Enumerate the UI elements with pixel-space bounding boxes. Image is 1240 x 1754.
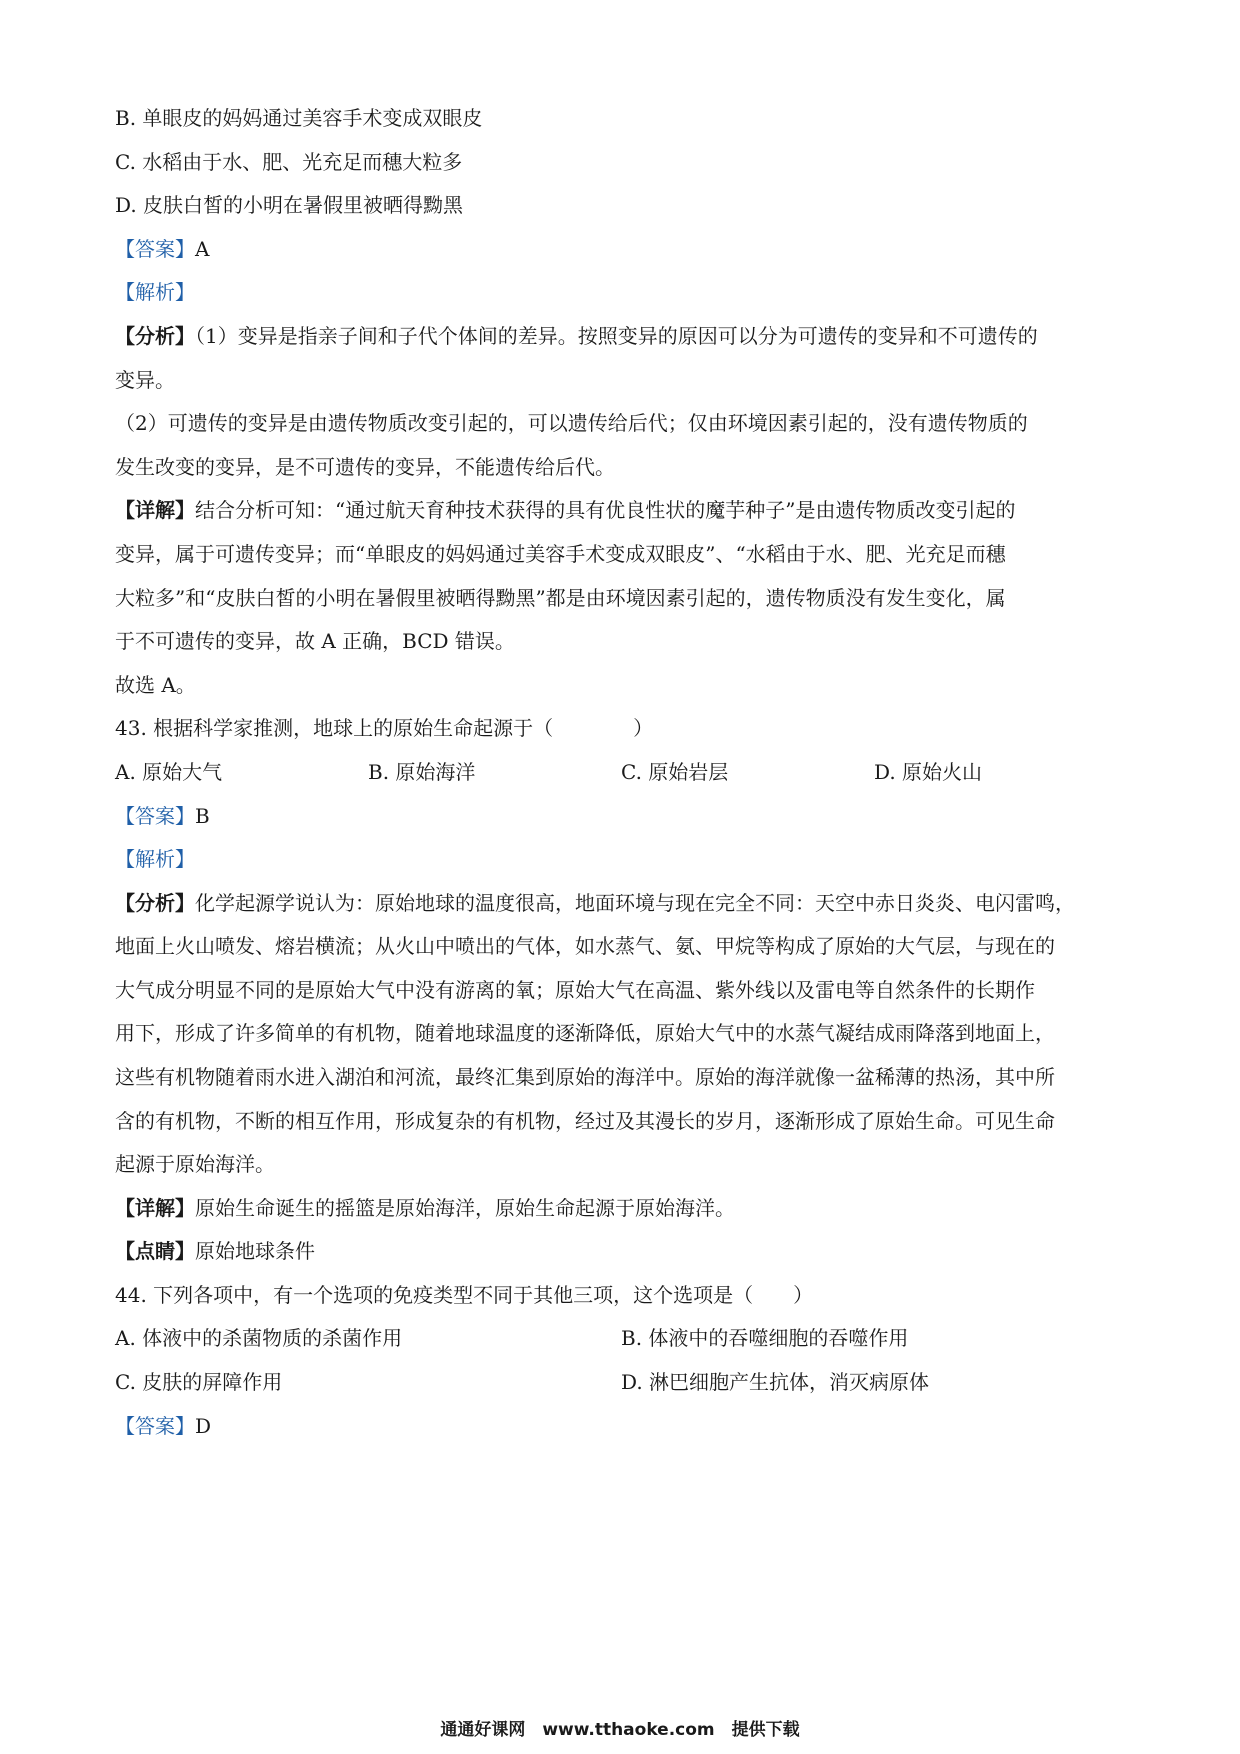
fenxi-text: （1）变异是指亲子间和子代个体间的差异。按照变异的原因可以分为可遗传的变异和不可遗传的 <box>195 324 1038 348</box>
q42-fenxi-line-3: （2）可遗传的变异是由遗传物质改变引起的，可以遗传给后代；仅由环境因素引起的，没有遗传物质的 <box>115 411 1028 435</box>
q43-question: 43. 根据科学家推测，地球上的原始生命起源于（ ） <box>115 716 654 740</box>
q42-fenxi-line-2: 变异。 <box>115 368 175 392</box>
q43-option-c: C. 原始岩层 <box>621 760 729 784</box>
fenxi-text: 化学起源学说认为：原始地球的温度很高，地面环境与现在完全不同：天空中赤日炎炎、电闪雷鸣， <box>195 891 1075 915</box>
answer-label: 【答案】 <box>115 804 195 828</box>
answer-value: B <box>195 804 210 828</box>
q44-answer <box>115 1412 1125 1440</box>
q42-xiangjie-line-4: 于不可遗传的变异，故 A 正确，BCD 错误。 <box>115 629 515 653</box>
analysis-label: 【解析】 <box>115 280 195 304</box>
answer-label: 【答案】 <box>115 237 195 261</box>
q44-question: 44. 下列各项中，有一个选项的免疫类型不同于其他三项，这个选项是（ ） <box>115 1283 814 1307</box>
q42-analysis-heading <box>115 278 1125 306</box>
answer-value: D <box>195 1414 212 1438</box>
q44-option-a: A. 体液中的杀菌物质的杀菌作用 <box>115 1326 403 1350</box>
answer-value: A <box>195 237 210 261</box>
q42-conclusion: 故选 A。 <box>115 673 196 697</box>
q42-xiangjie-line-2: 变异，属于可遗传变异；而“单眼皮的妈妈通过美容手术变成双眼皮”、“水稻由于水、肥、光充足而穗 <box>115 542 1006 566</box>
fenxi-label: 【分析】 <box>115 324 195 348</box>
xiangjie-label: 【详解】 <box>115 498 195 522</box>
q43-option-b: B. 原始海洋 <box>368 760 476 784</box>
q43-dianjing <box>115 1237 1125 1265</box>
q43-xiangjie <box>115 1194 1125 1222</box>
xiangjie-text: 原始生命诞生的摇篮是原始海洋，原始生命起源于原始海洋。 <box>195 1196 735 1220</box>
q42-option-b: B. 单眼皮的妈妈通过美容手术变成双眼皮 <box>115 106 483 130</box>
q42-option-c: C. 水稻由于水、肥、光充足而穗大粒多 <box>115 150 463 174</box>
q42-xiangjie-line-3: 大粒多”和“皮肤白皙的小明在暑假里被晒得黝黑”都是由环境因素引起的，遗传物质没有发生变化，属 <box>115 586 1006 610</box>
xiangjie-text: 结合分析可知：“通过航天育种技术获得的具有优良性状的魔芋种子”是由遗传物质改变引起的 <box>195 498 1016 522</box>
xiangjie-label: 【详解】 <box>115 1196 195 1220</box>
q42-answer <box>115 235 1125 263</box>
q42-fenxi-line-1 <box>115 322 1125 350</box>
analysis-label: 【解析】 <box>115 847 195 871</box>
footer-download-notice: 通通好课网 www.tthaoke.com 提供下载 <box>440 1720 800 1740</box>
q43-fenxi-line-1 <box>115 889 1125 917</box>
q43-fenxi-line-4: 用下，形成了许多简单的有机物，随着地球温度的逐渐降低，原始大气中的水蒸气凝结成雨降落到地面上， <box>115 1021 1055 1045</box>
q42-fenxi-line-4: 发生改变的变异，是不可遗传的变异，不能遗传给后代。 <box>115 455 615 479</box>
q44-option-c: C. 皮肤的屏障作用 <box>115 1370 283 1394</box>
q44-option-d: D. 淋巴细胞产生抗体，消灭病原体 <box>621 1370 930 1394</box>
fenxi-label: 【分析】 <box>115 891 195 915</box>
q43-fenxi-line-7: 起源于原始海洋。 <box>115 1152 275 1176</box>
q43-option-a: A. 原始大气 <box>115 760 223 784</box>
q43-fenxi-line-2: 地面上火山喷发、熔岩横流；从火山中喷出的气体，如水蒸气、氨、甲烷等构成了原始的大气层，与现在的 <box>115 934 1055 958</box>
q43-fenxi-line-5: 这些有机物随着雨水进入湖泊和河流，最终汇集到原始的海洋中。原始的海洋就像一盆稀薄的热汤，其中所 <box>115 1065 1055 1089</box>
q43-answer <box>115 802 1125 830</box>
q43-option-d: D. 原始火山 <box>874 760 983 784</box>
q42-option-d: D. 皮肤白皙的小明在暑假里被晒得黝黑 <box>115 193 464 217</box>
dianjing-text: 原始地球条件 <box>195 1239 315 1263</box>
q44-option-b: B. 体液中的吞噬细胞的吞噬作用 <box>621 1326 909 1350</box>
dianjing-label: 【点睛】 <box>115 1239 195 1263</box>
q43-fenxi-line-6: 含的有机物，不断的相互作用，形成复杂的有机物，经过及其漫长的岁月，逐渐形成了原始生命。可见生命 <box>115 1109 1055 1133</box>
q42-xiangjie-line-1 <box>115 496 1125 524</box>
q43-fenxi-line-3: 大气成分明显不同的是原始大气中没有游离的氧；原始大气在高温、紫外线以及雷电等自然条件的长期作 <box>115 978 1035 1002</box>
answer-label: 【答案】 <box>115 1414 195 1438</box>
q43-analysis-heading <box>115 845 1125 873</box>
